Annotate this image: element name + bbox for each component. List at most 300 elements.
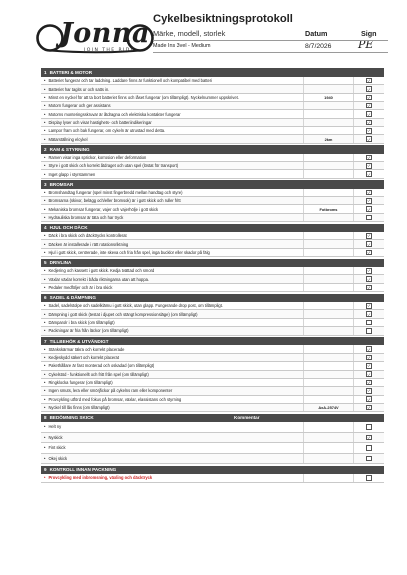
item-description-cell bbox=[41, 433, 303, 443]
checkbox-checked[interactable] bbox=[366, 355, 372, 361]
checkbox-checked[interactable] bbox=[366, 190, 372, 196]
bullet-icon: • bbox=[44, 445, 46, 451]
item-value-cell bbox=[303, 154, 353, 161]
checkbox-checked[interactable] bbox=[366, 396, 372, 402]
item-value-cell bbox=[303, 119, 353, 126]
bullet-icon: • bbox=[44, 405, 46, 411]
checkbox-unchecked[interactable] bbox=[366, 215, 372, 221]
checkbox-unchecked[interactable] bbox=[366, 445, 372, 451]
section-items bbox=[41, 232, 384, 257]
item-text: Helt ny bbox=[48, 424, 62, 430]
item-check-cell bbox=[353, 205, 384, 212]
checkbox-unchecked[interactable] bbox=[366, 328, 372, 334]
checklist-row bbox=[41, 249, 384, 257]
item-value-cell bbox=[303, 433, 353, 443]
section-header bbox=[41, 180, 384, 189]
checkbox-unchecked[interactable] bbox=[366, 424, 372, 430]
checkbox-checked[interactable] bbox=[366, 120, 372, 126]
item-check-cell bbox=[353, 396, 384, 403]
bike-model-label: Märke, modell, storlek bbox=[153, 29, 226, 38]
section-items bbox=[41, 189, 384, 222]
bullet-icon: • bbox=[44, 233, 46, 239]
section-number: 4 bbox=[44, 225, 47, 231]
item-description-cell bbox=[41, 77, 303, 84]
checklist-row bbox=[41, 197, 384, 205]
checklist-row bbox=[41, 189, 384, 197]
checkbox-unchecked[interactable] bbox=[366, 475, 372, 481]
checkbox-checked[interactable] bbox=[366, 171, 372, 177]
logo-tagline: JOIN THE RIDE bbox=[84, 48, 136, 53]
checklist-row bbox=[41, 162, 384, 170]
brand-logo bbox=[36, 14, 152, 60]
item-text: Display lyser och visar hastighets- och batteriindikeringar bbox=[48, 119, 152, 125]
checklist-row bbox=[41, 102, 384, 110]
checklist-row bbox=[41, 379, 384, 387]
checkbox-checked[interactable] bbox=[366, 78, 372, 84]
bullet-icon: • bbox=[44, 276, 46, 282]
bullet-icon: • bbox=[44, 214, 46, 220]
item-description-cell bbox=[41, 197, 303, 204]
bullet-icon: • bbox=[44, 319, 46, 325]
section-items bbox=[41, 302, 384, 335]
checklist-row bbox=[41, 404, 384, 412]
item-value-cell bbox=[303, 162, 353, 169]
bullet-icon: • bbox=[44, 355, 46, 360]
checkbox-checked[interactable] bbox=[366, 136, 372, 142]
checkbox-unchecked[interactable] bbox=[366, 320, 372, 326]
item-text: Kedjering och kassett i gott skick. Kedja tvättad och smord bbox=[48, 268, 155, 274]
bullet-icon: • bbox=[44, 311, 46, 317]
checkbox-checked[interactable] bbox=[366, 303, 372, 309]
checkmark-icon bbox=[367, 103, 371, 108]
item-value-cell bbox=[303, 102, 353, 109]
checklist-row bbox=[41, 319, 384, 327]
bullet-icon: • bbox=[44, 371, 46, 377]
checkmark-icon bbox=[367, 137, 371, 142]
checkmark-icon bbox=[367, 372, 371, 377]
item-value-cell bbox=[303, 267, 353, 274]
checklist-row bbox=[41, 127, 384, 135]
item-text: Provcykling med inbromsning, växling och däcktryck bbox=[48, 475, 153, 481]
checkbox-checked[interactable] bbox=[366, 103, 372, 109]
bullet-icon: • bbox=[44, 284, 46, 290]
checklist-row bbox=[41, 302, 384, 310]
section-items bbox=[41, 77, 384, 144]
section-title: DRIVLINA bbox=[49, 260, 72, 266]
bullet-icon: • bbox=[44, 424, 46, 430]
item-value-cell bbox=[303, 232, 353, 239]
item-text: Bromsarna (skivor, belägg och/eller bromsok) är i gott skick och ruller fritt bbox=[48, 198, 181, 204]
bullet-icon: • bbox=[44, 241, 46, 247]
checklist-row bbox=[41, 327, 384, 335]
checklist-row bbox=[41, 119, 384, 127]
checkmark-icon bbox=[367, 268, 371, 273]
bullet-icon: • bbox=[44, 328, 46, 334]
checkbox-checked[interactable] bbox=[366, 346, 372, 352]
item-check-cell bbox=[353, 110, 384, 117]
item-description-cell bbox=[41, 119, 303, 126]
item-value-cell bbox=[303, 275, 353, 282]
item-check-cell bbox=[353, 379, 384, 386]
item-description-cell bbox=[41, 189, 303, 196]
item-description-cell bbox=[41, 85, 303, 92]
item-text: Nyckel till lås finns (om tillämpligt) bbox=[48, 405, 110, 411]
item-value-cell bbox=[303, 284, 353, 291]
checkbox-checked[interactable] bbox=[366, 363, 372, 369]
item-check-cell bbox=[353, 154, 384, 161]
item-value-cell: 2km bbox=[303, 135, 353, 142]
item-check-cell bbox=[353, 345, 384, 352]
checkbox-checked[interactable] bbox=[366, 163, 372, 169]
item-check-cell bbox=[353, 354, 384, 361]
bullet-icon: • bbox=[44, 206, 46, 212]
checkbox-checked[interactable] bbox=[366, 405, 372, 411]
checklist-row bbox=[41, 232, 384, 240]
item-description-cell bbox=[41, 310, 303, 317]
item-text: Växlar växlar korrekt i båda riktningarna utan att hoppa. bbox=[48, 276, 150, 282]
section-number: 5 bbox=[44, 260, 47, 266]
item-check-cell bbox=[353, 102, 384, 109]
bullet-icon: • bbox=[44, 268, 46, 274]
item-value-cell bbox=[303, 127, 353, 134]
item-value-cell bbox=[303, 379, 353, 386]
section-title: BEDÖMNING SKICK bbox=[49, 415, 94, 421]
checkbox-checked[interactable] bbox=[366, 155, 372, 161]
section-title: KONTROLL INNAN PACKNING bbox=[49, 467, 117, 473]
item-text: Motorns monteringsskruvar är åtdragna och elektriska kontakter fungerar bbox=[48, 111, 181, 117]
checklist-row bbox=[41, 354, 384, 362]
item-text: Minst en nyckel för att ta bort batteriet finns och låset fungerar (om tillämpligt). Nyckelnummer uppskrivet. bbox=[48, 94, 239, 100]
item-description-cell bbox=[41, 327, 303, 334]
item-value-cell bbox=[303, 422, 353, 432]
checkmark-icon bbox=[367, 250, 371, 255]
bullet-icon: • bbox=[44, 380, 46, 386]
item-text: Stänkskärmar täkra och korrekt placerade bbox=[48, 346, 125, 352]
item-value-cell bbox=[303, 77, 353, 84]
checklist-row bbox=[41, 387, 384, 395]
item-check-cell bbox=[353, 443, 384, 453]
item-text: Däcken är installerade i rätt rotationsriktning bbox=[48, 241, 129, 247]
checkbox-unchecked[interactable] bbox=[366, 456, 372, 462]
bullet-icon: • bbox=[44, 154, 46, 160]
item-check-cell bbox=[353, 170, 384, 177]
bullet-icon: • bbox=[44, 111, 46, 117]
item-value-cell bbox=[303, 110, 353, 117]
checkmark-icon bbox=[367, 233, 371, 238]
signature-label: Sign bbox=[361, 29, 377, 38]
item-text: Ramen visar inga sprickor, korrosion eller deformation bbox=[48, 154, 147, 160]
bullet-icon: • bbox=[44, 103, 46, 109]
bullet-icon: • bbox=[44, 136, 46, 142]
header-divider bbox=[153, 40, 388, 41]
item-check-cell bbox=[353, 249, 384, 256]
checkbox-checked[interactable] bbox=[366, 95, 372, 101]
item-value-cell bbox=[303, 371, 353, 378]
checkbox-checked[interactable] bbox=[366, 371, 372, 377]
item-description-cell bbox=[41, 110, 303, 117]
item-text: Bromshandtag fungerar (spel minst fingerbredd mellan handtag och styre) bbox=[48, 189, 183, 195]
checkmark-icon bbox=[367, 95, 371, 100]
item-value-cell bbox=[303, 454, 353, 464]
checkmark-icon bbox=[367, 207, 371, 212]
checkbox-checked[interactable] bbox=[366, 285, 372, 291]
section-title: BROMSAR bbox=[49, 181, 74, 187]
section-number: 1 bbox=[44, 70, 47, 76]
checklist-row bbox=[41, 205, 384, 213]
item-description-cell bbox=[41, 422, 303, 432]
item-value-cell bbox=[303, 327, 353, 334]
section-items bbox=[41, 422, 384, 464]
checklist-row bbox=[41, 284, 384, 292]
bullet-icon: • bbox=[44, 171, 46, 177]
signature-value: PE bbox=[358, 38, 374, 51]
item-check-cell bbox=[353, 433, 384, 443]
item-text: Mekaniska bromsar fungerar, vajer och vajerhölje i gott skick bbox=[48, 206, 159, 212]
checkmark-icon bbox=[367, 388, 371, 393]
checkmark-icon bbox=[367, 163, 371, 168]
item-description-cell bbox=[41, 443, 303, 453]
item-description-cell bbox=[41, 354, 303, 361]
checkbox-checked[interactable] bbox=[366, 311, 372, 317]
item-description-cell bbox=[41, 284, 303, 291]
item-value-cell bbox=[303, 387, 353, 394]
checklist-row bbox=[41, 85, 384, 93]
item-value-cell: 1940 bbox=[303, 94, 353, 101]
checkmark-icon bbox=[367, 277, 371, 282]
checklist-row bbox=[41, 422, 384, 433]
checklist-row bbox=[41, 345, 384, 353]
checkbox-checked[interactable] bbox=[366, 198, 372, 204]
item-text: Fint skick bbox=[48, 445, 66, 451]
item-check-cell bbox=[353, 454, 384, 464]
item-text: Batteriet har tagits ur och satts in. bbox=[48, 86, 110, 92]
item-description-cell bbox=[41, 379, 303, 386]
section-header bbox=[41, 337, 384, 346]
item-check-cell bbox=[353, 127, 384, 134]
bullet-icon: • bbox=[44, 189, 46, 195]
checkmark-icon bbox=[367, 405, 371, 410]
item-description-cell bbox=[41, 135, 303, 142]
checkbox-checked[interactable] bbox=[366, 388, 372, 394]
item-check-cell bbox=[353, 387, 384, 394]
item-check-cell bbox=[353, 162, 384, 169]
item-value-cell bbox=[303, 197, 353, 204]
item-text: Styre i gott skick och korrekt åtdraget och utan spel (löstat för transport) bbox=[48, 163, 179, 169]
checkbox-checked[interactable] bbox=[366, 241, 372, 247]
item-value-cell: Fotbroms bbox=[303, 205, 353, 212]
item-text: Mätarställning elcykel bbox=[48, 136, 88, 142]
item-value-cell bbox=[303, 396, 353, 403]
item-description-cell bbox=[41, 154, 303, 161]
section-number: 9 bbox=[44, 467, 47, 473]
checklist-row bbox=[41, 396, 384, 404]
bullet-icon: • bbox=[44, 119, 46, 125]
item-check-cell bbox=[353, 77, 384, 84]
item-value-cell bbox=[303, 214, 353, 221]
section-number: 8 bbox=[44, 415, 47, 421]
header-divider bbox=[153, 52, 388, 53]
item-description-cell bbox=[41, 396, 303, 403]
checklist-row bbox=[41, 77, 384, 85]
item-description-cell bbox=[41, 267, 303, 274]
checkbox-checked[interactable] bbox=[366, 111, 372, 117]
checkbox-checked[interactable] bbox=[366, 250, 372, 256]
checkbox-checked[interactable] bbox=[366, 128, 372, 134]
item-check-cell bbox=[353, 232, 384, 239]
item-text: Batteriet fungerar och tar laddning. Laddare finns är funktionell och kompatibel med batteri bbox=[48, 78, 213, 84]
logo-wordmark: Jonna bbox=[60, 18, 151, 49]
checkbox-checked[interactable] bbox=[366, 86, 372, 92]
section-items bbox=[41, 154, 384, 179]
checkmark-icon bbox=[367, 112, 371, 117]
item-text: Däck i bra skick och däcktrycks kontrollerat bbox=[48, 233, 127, 239]
item-value-cell bbox=[303, 310, 353, 317]
checkmark-icon bbox=[367, 355, 371, 360]
item-description-cell bbox=[41, 345, 303, 352]
item-value-cell bbox=[303, 302, 353, 309]
checkbox-checked[interactable] bbox=[366, 206, 372, 212]
date-label: Datum bbox=[305, 29, 328, 38]
item-check-cell bbox=[353, 135, 384, 142]
item-value-cell bbox=[303, 249, 353, 256]
item-description-cell bbox=[41, 102, 303, 109]
checklist-row bbox=[41, 267, 384, 275]
item-value-cell bbox=[303, 189, 353, 196]
item-value-cell bbox=[303, 354, 353, 361]
checklist-row bbox=[41, 454, 384, 465]
section-header bbox=[41, 466, 384, 475]
checkbox-checked[interactable] bbox=[366, 233, 372, 239]
item-text: Okej skick bbox=[48, 455, 68, 461]
item-text: Packningar är fria från läckor (om tillämpligt) bbox=[48, 328, 129, 334]
item-check-cell bbox=[353, 189, 384, 196]
item-check-cell bbox=[353, 240, 384, 247]
section-header bbox=[41, 224, 384, 233]
section-number: 7 bbox=[44, 338, 47, 344]
bullet-icon: • bbox=[44, 198, 46, 204]
section-header bbox=[41, 414, 384, 423]
checklist-row bbox=[41, 214, 384, 222]
item-check-cell bbox=[353, 267, 384, 274]
checkmark-icon bbox=[367, 198, 371, 203]
item-text: Pakethållare är fast monterad och oskadad (om tillämpligt) bbox=[48, 363, 155, 369]
checkmark-icon bbox=[367, 87, 371, 92]
item-value-cell bbox=[303, 443, 353, 453]
item-text: Ringklocka fungerar (om tillämpligt) bbox=[48, 380, 113, 386]
bullet-icon: • bbox=[44, 434, 46, 440]
item-text: Sadel, sadelstolpe och sadelklämu i gott skick, utan glapp. Fungerande drop post, om tillämpligt. bbox=[48, 303, 223, 309]
item-description-cell bbox=[41, 371, 303, 378]
checkmark-icon bbox=[367, 155, 371, 160]
item-value-cell bbox=[303, 345, 353, 352]
item-description-cell bbox=[41, 205, 303, 212]
section-header bbox=[41, 294, 384, 303]
item-check-cell bbox=[353, 404, 384, 411]
checkbox-checked[interactable] bbox=[366, 268, 372, 274]
item-description-cell bbox=[41, 404, 303, 411]
checkbox-checked[interactable] bbox=[366, 276, 372, 282]
item-text: Cykelstöd - funktionellt och fritt från spel (om tillämpligt) bbox=[48, 371, 149, 377]
item-text: Dämparolr i bra skick (om tillämpligt) bbox=[48, 319, 115, 325]
checklist-row bbox=[41, 433, 384, 444]
bullet-icon: • bbox=[44, 396, 46, 402]
item-description-cell bbox=[41, 162, 303, 169]
checklist-row bbox=[41, 135, 384, 143]
bullet-icon: • bbox=[44, 86, 46, 92]
bullet-icon: • bbox=[44, 388, 46, 394]
item-check-cell bbox=[353, 85, 384, 92]
checkmark-icon bbox=[367, 363, 371, 368]
section-number: 6 bbox=[44, 295, 47, 301]
item-description-cell bbox=[41, 232, 303, 239]
item-text: Lampor fram och bak fungerar, om cykeln är utrustad med detta. bbox=[48, 128, 166, 134]
item-description-cell bbox=[41, 240, 303, 247]
item-description-cell bbox=[41, 362, 303, 369]
bullet-icon: • bbox=[44, 303, 46, 309]
item-description-cell bbox=[41, 249, 303, 256]
item-value-cell bbox=[303, 240, 353, 247]
item-check-cell bbox=[353, 474, 384, 481]
checklist-row bbox=[41, 362, 384, 370]
item-text: Pedaler medföljer och är i bra skick bbox=[48, 284, 113, 290]
checkmark-icon bbox=[367, 285, 371, 290]
section-header bbox=[41, 68, 384, 77]
section-header bbox=[41, 145, 384, 154]
checklist-row bbox=[41, 310, 384, 318]
checkmark-icon bbox=[367, 120, 371, 125]
bullet-icon: • bbox=[44, 163, 46, 169]
item-check-cell bbox=[353, 197, 384, 204]
bullet-icon: • bbox=[44, 94, 46, 100]
checkmark-icon bbox=[367, 190, 371, 195]
bullet-icon: • bbox=[44, 78, 46, 84]
item-value-cell bbox=[303, 319, 353, 326]
checklist-row bbox=[41, 443, 384, 454]
checklist-row bbox=[41, 170, 384, 178]
item-value-cell bbox=[303, 474, 353, 481]
section-title: TILLBEHÖR & UTVÄNDIGT bbox=[49, 338, 109, 344]
item-text: Hjul i gott skick, centrerade, inte skeva och fria från spel, inga bucklor eller skador på fälg bbox=[48, 249, 210, 255]
bullet-icon: • bbox=[44, 455, 46, 461]
section-number: 2 bbox=[44, 146, 47, 152]
item-value-cell bbox=[303, 85, 353, 92]
item-text: Hydrauliska bromsar är täta och har tryck bbox=[48, 214, 124, 220]
checkmark-icon bbox=[367, 303, 371, 308]
bullet-icon: • bbox=[44, 363, 46, 369]
item-check-cell bbox=[353, 275, 384, 282]
bike-model-value: Made Ins 3vel - Medium bbox=[153, 43, 211, 49]
item-text: Provcykling utförd med fokus på bromsar, växlar, elassistans och styrning bbox=[48, 396, 182, 402]
item-value-cell bbox=[303, 362, 353, 369]
checkmark-icon bbox=[367, 78, 371, 83]
bullet-icon: • bbox=[44, 346, 46, 352]
checklist-table bbox=[41, 67, 384, 483]
checklist-row bbox=[41, 240, 384, 248]
checkbox-checked[interactable] bbox=[366, 380, 372, 386]
document-header bbox=[22, 10, 387, 60]
checklist-row bbox=[41, 94, 384, 102]
checklist-row bbox=[41, 154, 384, 162]
item-check-cell bbox=[353, 310, 384, 317]
page-title: Cykelbesiktningsprotokoll bbox=[153, 13, 293, 25]
checkbox-checked[interactable] bbox=[366, 435, 372, 441]
bullet-icon: • bbox=[44, 128, 46, 134]
item-check-cell bbox=[353, 362, 384, 369]
item-text: Inget glapp i styrstammen bbox=[48, 171, 96, 177]
checkmark-icon bbox=[367, 242, 371, 247]
item-text: Dämpning i gott skick (testat i djupet och stängt kompressionsläge) (om tillämpligt) bbox=[48, 311, 198, 317]
item-check-cell bbox=[353, 371, 384, 378]
